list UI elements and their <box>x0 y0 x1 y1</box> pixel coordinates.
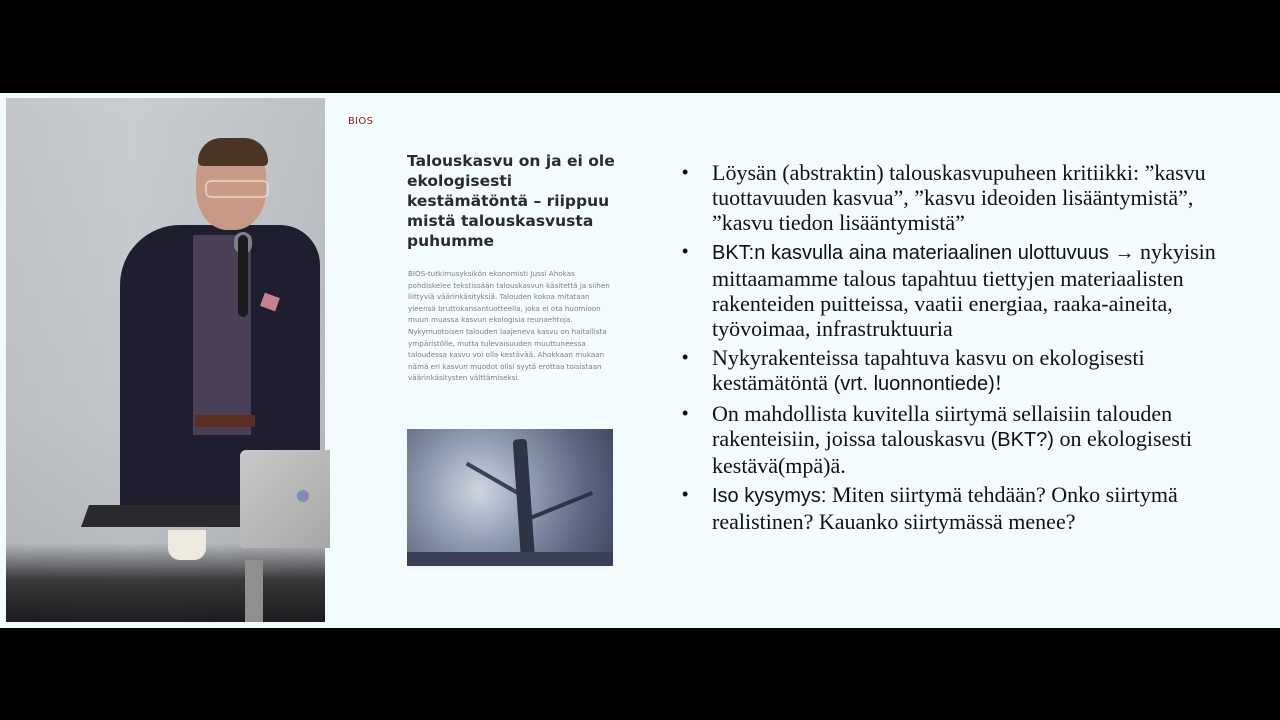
bullet-icon: • <box>682 484 689 504</box>
bullet-list <box>682 160 1242 538</box>
article-body: BIOS-tutkimusyksikön ekonomisti Jussi Ahokas pohdiskelee tekstissään talouskasvun käsitettä ja siihen liittyviä väärinkäsityksiä. Talouden kokoa mitataan yleensä bruttokansantuotteella, joka ei ota huomioon muun muassa kasvun ekologisia reunaehtoja. Nykymuotoisen talouden laajeneva kasvu on haitallista ympäristölle, mutta tulevaisuuden muuttuneessa taloudessa kasvu voi olla kestävää. Ahokkaan mukaan nämä eri kasvun muodot olisi syytä erottaa toisistaan väärinkäsitysten välttämiseksi. <box>408 269 610 383</box>
bullet-item <box>682 345 1242 397</box>
presenter-hair <box>198 138 268 166</box>
bullet-text-emphasis: Iso kysymys: <box>712 485 827 507</box>
bullet-text-emphasis: (BKT?) <box>990 429 1054 451</box>
brand-label: BIOS <box>348 116 374 127</box>
bullet-text: Löysän (abstraktin) talouskasvupuheen kritiikki: ”kasvu tuottavuuden kasvua”, ”kasvu ideoiden lisääntymistä”, ”kasvu tiedon lisääntymistä” <box>712 160 1206 235</box>
table-leg <box>245 560 263 622</box>
bullet-item <box>682 401 1242 478</box>
image-ground <box>407 552 613 566</box>
bullet-item <box>682 160 1242 235</box>
microphone <box>238 235 248 317</box>
bullet-text-emphasis: BKT:n kasvulla aina materiaalinen ulottuvuus → <box>712 242 1135 264</box>
laptop-sticker-icon <box>297 490 309 502</box>
bullet-text: Miten siirtymä tehdään? Onko siirtymä realistinen? Kauanko siirtymässä menee? <box>712 482 1178 534</box>
laptop <box>240 450 330 548</box>
bullet-text-emphasis: (vrt. luonnontiede) <box>833 373 995 395</box>
forest-image <box>407 429 613 566</box>
image-tree-trunk <box>513 439 536 565</box>
bullet-text: Nykyrakenteissa tapahtuva kasvu on ekologisesti kestämätöntä <box>712 345 1145 395</box>
bullet-text: nykyisin mittaamamme talous tapahtuu tiettyjen materiaalisten rakenteiden puitteissa, vaatii energiaa, raaka-aineita, työvoimaa, infrastruktuuria <box>712 239 1216 341</box>
bullet-icon: • <box>682 403 689 423</box>
image-branch <box>527 491 593 521</box>
bullet-text: ! <box>994 370 1003 395</box>
bullet-item <box>682 482 1242 534</box>
coffee-cup <box>168 530 206 560</box>
presentation-slide <box>330 98 1280 625</box>
bullet-item <box>682 239 1242 341</box>
article-title: Talouskasvu on ja ei ole ekologisesti kestämätöntä – riippuu mistä talouskasvusta puhumme <box>407 152 615 250</box>
bullet-icon: • <box>682 241 689 261</box>
bullet-text: on ekologisesti kestävä(mpä)ä. <box>712 426 1193 478</box>
glasses <box>205 180 269 198</box>
bullet-text: On mahdollista kuvitella siirtymä sellaisiin talouden rakenteisiin, joissa talouskasvu <box>712 401 1173 451</box>
bullet-icon: • <box>682 162 689 182</box>
belt <box>195 415 255 427</box>
bullet-icon: • <box>682 347 689 367</box>
